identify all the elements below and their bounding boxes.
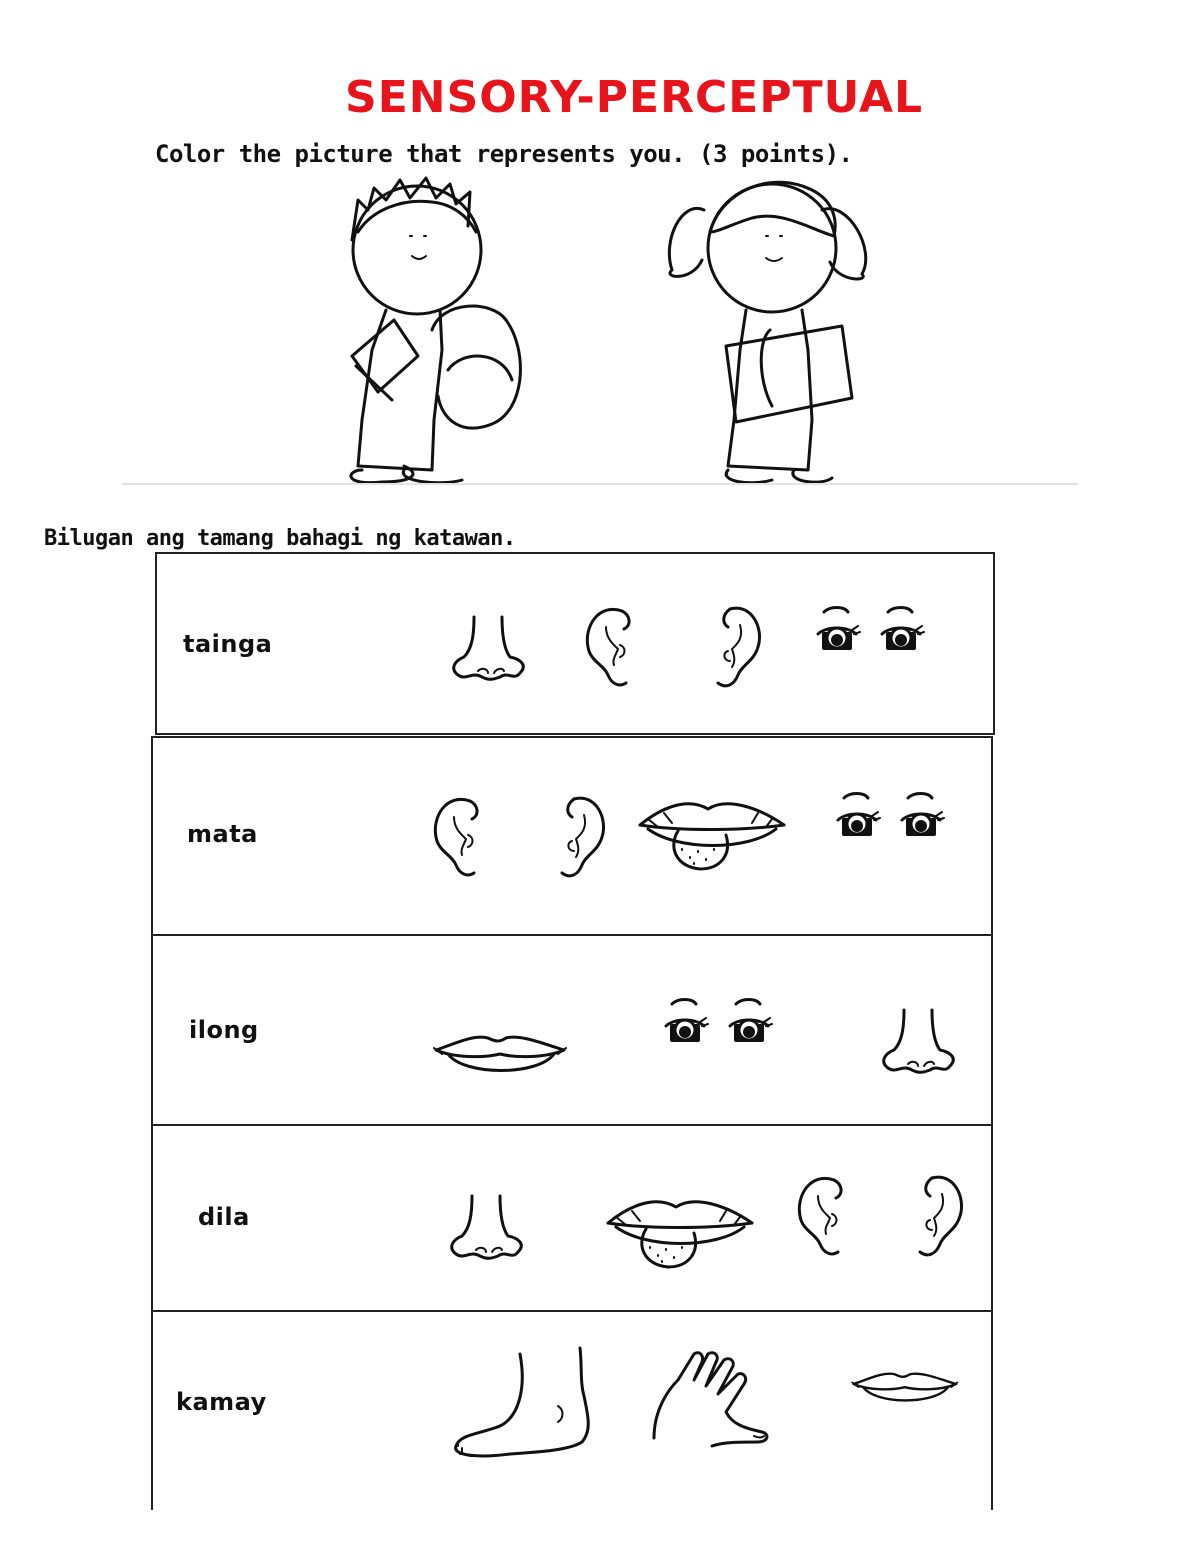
question-row-ilong bbox=[151, 934, 993, 1126]
choice-tongue-icon[interactable] bbox=[638, 797, 788, 873]
choice-eyes-icon[interactable] bbox=[818, 606, 944, 662]
choice-lips-icon[interactable] bbox=[434, 1020, 568, 1074]
choice-ear-right-icon[interactable] bbox=[554, 795, 614, 881]
section-divider bbox=[122, 483, 1078, 485]
choice-ear-left-icon[interactable] bbox=[584, 605, 634, 691]
row-label-dila: dila bbox=[198, 1203, 250, 1231]
choice-nose-icon[interactable] bbox=[448, 615, 528, 685]
choice-eyes-icon[interactable] bbox=[666, 998, 792, 1058]
choice-ear-right-icon[interactable] bbox=[912, 1174, 972, 1260]
question-row-dila bbox=[151, 1124, 993, 1312]
choice-ear-left-icon[interactable] bbox=[432, 795, 482, 881]
girl-with-book-illustration bbox=[669, 182, 865, 483]
row-label-mata: mata bbox=[187, 820, 258, 848]
instruction-color: Color the picture that represents you. (3 points). bbox=[155, 140, 853, 168]
choice-nose-icon[interactable] bbox=[878, 1008, 958, 1078]
choice-nose-icon[interactable] bbox=[446, 1194, 526, 1264]
row-label-kamay: kamay bbox=[176, 1388, 267, 1416]
page-title: SENSORY-PERCEPTUAL bbox=[345, 72, 924, 123]
kids-illustration bbox=[122, 170, 1078, 486]
choice-lips-icon[interactable] bbox=[852, 1360, 958, 1404]
instruction-circle: Bilugan ang tamang bahagi ng katawan. bbox=[44, 526, 516, 551]
choice-hand-icon[interactable] bbox=[648, 1350, 778, 1454]
choice-tongue-icon[interactable] bbox=[606, 1195, 756, 1271]
choice-ear-right-icon[interactable] bbox=[710, 605, 770, 691]
choice-eyes-icon[interactable] bbox=[838, 792, 964, 852]
row-label-tainga: tainga bbox=[183, 630, 273, 658]
choice-ear-left-icon[interactable] bbox=[796, 1174, 846, 1260]
row-label-ilong: ilong bbox=[189, 1016, 259, 1044]
boy-with-backpack-illustration bbox=[351, 178, 520, 483]
choice-foot-icon[interactable] bbox=[450, 1346, 596, 1462]
